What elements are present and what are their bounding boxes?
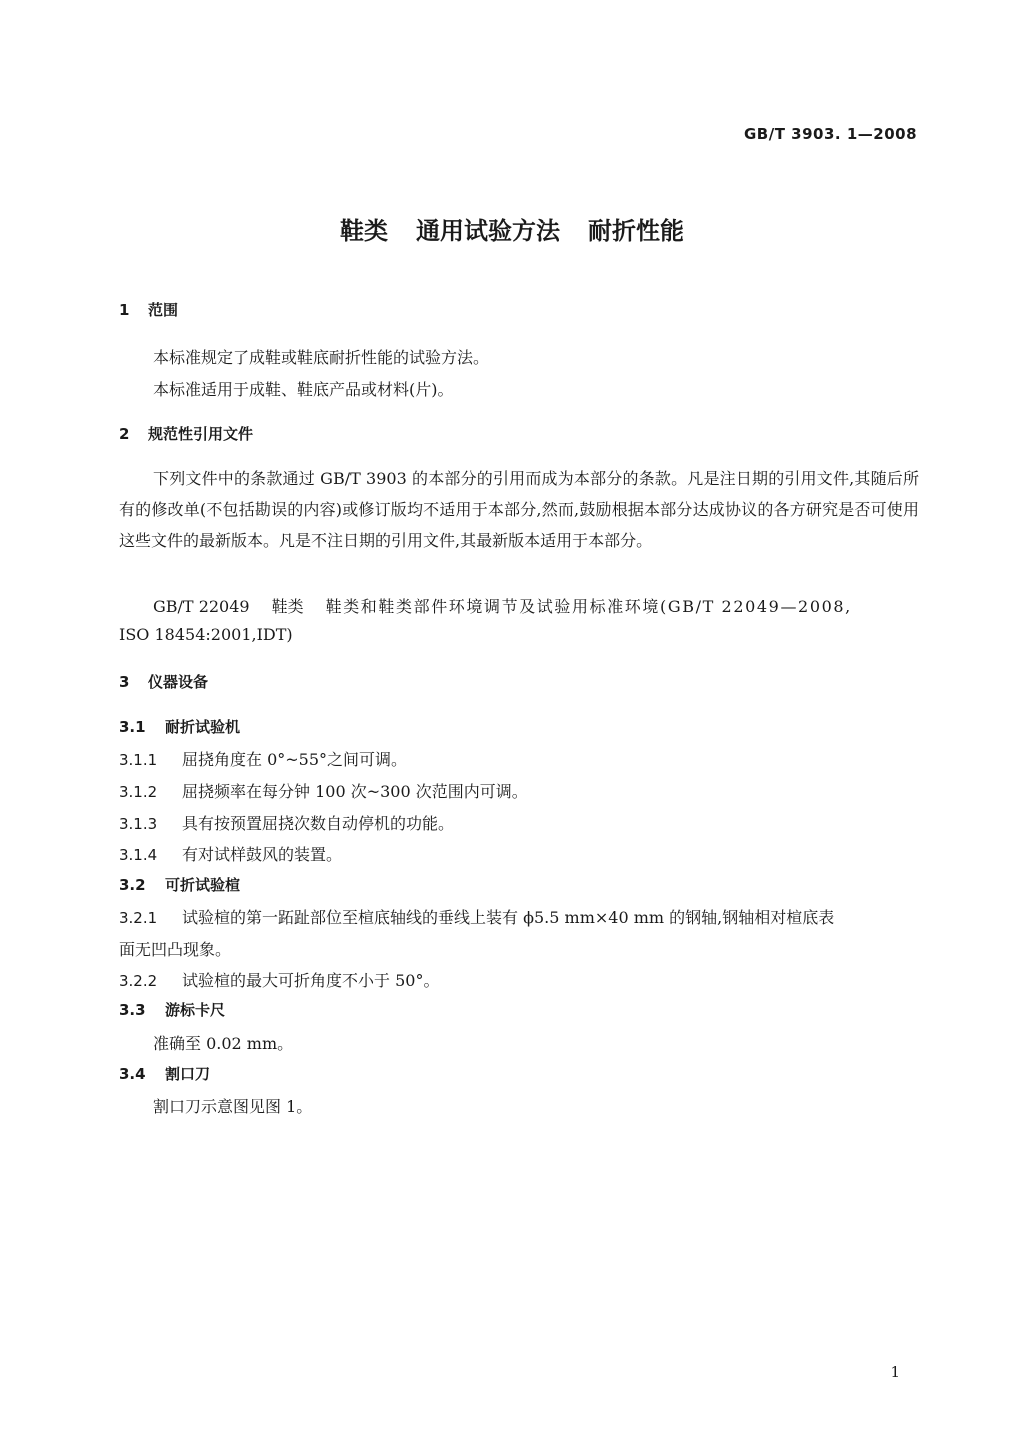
title-part-1: 鞋类 bbox=[340, 217, 388, 245]
clause-number: 3.1.2 bbox=[119, 783, 158, 801]
clause-text: 屈挠角度在 0°~55°之间可调。 bbox=[182, 750, 408, 769]
title-part-2: 通用试验方法 bbox=[416, 217, 560, 245]
subsection-3-4-text: 割口刀示意图见图 1。 bbox=[153, 1097, 313, 1116]
subsection-number: 3.2 bbox=[119, 876, 146, 894]
subsection-3-3-heading bbox=[119, 999, 225, 1020]
section-title: 仪器设备 bbox=[148, 673, 209, 691]
clause-number: 3.1.4 bbox=[119, 846, 158, 864]
normative-reference bbox=[153, 594, 852, 617]
subsection-number: 3.3 bbox=[119, 1001, 146, 1019]
clause-text: 试验楦的第一跖趾部位至楦底轴线的垂线上装有 ϕ5.5 mm×40 mm 的钢轴,钢轴相对楦底表 bbox=[182, 908, 835, 927]
clause-3-1-4 bbox=[119, 842, 342, 865]
clause-3-2-1 bbox=[119, 905, 834, 928]
section-2-heading bbox=[119, 423, 253, 444]
clause-text: 有对试样鼓风的装置。 bbox=[182, 845, 343, 864]
clause-text: 屈挠频率在每分钟 100 次~300 次范围内可调。 bbox=[182, 782, 528, 801]
clause-number: 3.2.1 bbox=[119, 909, 158, 927]
section-title: 规范性引用文件 bbox=[148, 425, 254, 443]
clause-text: 试验楦的最大可折角度不小于 50°。 bbox=[182, 971, 440, 990]
section-title: 范围 bbox=[148, 301, 179, 319]
clause-3-2-1-continued: 面无凹凸现象。 bbox=[119, 940, 232, 959]
subsection-title: 游标卡尺 bbox=[165, 1001, 226, 1019]
section-number: 2 bbox=[119, 425, 130, 443]
title-part-3: 耐折性能 bbox=[588, 217, 684, 245]
clause-number: 3.2.2 bbox=[119, 972, 158, 990]
section-1-heading bbox=[119, 299, 178, 320]
clause-number: 3.1.3 bbox=[119, 815, 158, 833]
reference-title: 鞋类和鞋类部件环境调节及试验用标准环境(GB/T 22049—2008, bbox=[325, 597, 852, 616]
section-2-paragraph: 下列文件中的条款通过 GB/T 3903 的本部分的引用而成为本部分的条款。凡是注日期的引用文件,其随后所有的修改单(不包括勘误的内容)或修订版均不适用于本部分,然而,鼓励根据本部分达成协议的各方研究是否可使用这些文件的最新版本。凡是不注日期的引用文件,其最新版本适用于本部分。 bbox=[119, 469, 919, 550]
subsection-number: 3.4 bbox=[119, 1065, 146, 1083]
reference-code: GB/T 22049 bbox=[153, 597, 250, 616]
standard-code: GB/T 3903. 1—2008 bbox=[743, 125, 917, 143]
clause-text: 具有按预置屈挠次数自动停机的功能。 bbox=[182, 814, 455, 833]
subsection-title: 割口刀 bbox=[165, 1065, 211, 1083]
clause-3-1-2 bbox=[119, 779, 528, 802]
reference-category: 鞋类 bbox=[271, 597, 304, 616]
clause-number: 3.1.1 bbox=[119, 751, 158, 769]
document-title bbox=[0, 211, 1024, 246]
subsection-title: 耐折试验机 bbox=[165, 718, 241, 736]
clause-3-1-3 bbox=[119, 811, 454, 834]
subsection-number: 3.1 bbox=[119, 718, 146, 736]
clause-3-2-2 bbox=[119, 968, 439, 991]
section-1-paragraph-1: 本标准规定了成鞋或鞋底耐折性能的试验方法。 bbox=[153, 348, 490, 367]
section-3-heading bbox=[119, 671, 208, 692]
subsection-3-1-heading bbox=[119, 716, 240, 737]
page-number: 1 bbox=[890, 1363, 900, 1381]
subsection-title: 可折试验楦 bbox=[165, 876, 241, 894]
subsection-3-2-heading bbox=[119, 874, 240, 895]
subsection-3-4-heading bbox=[119, 1063, 210, 1084]
section-number: 1 bbox=[119, 301, 130, 319]
clause-3-1-1 bbox=[119, 747, 407, 770]
subsection-3-3-text: 准确至 0.02 mm。 bbox=[153, 1034, 294, 1053]
section-number: 3 bbox=[119, 673, 130, 691]
normative-reference-continued: ISO 18454:2001,IDT) bbox=[119, 625, 293, 644]
section-1-paragraph-2: 本标准适用于成鞋、鞋底产品或材料(片)。 bbox=[153, 380, 454, 399]
